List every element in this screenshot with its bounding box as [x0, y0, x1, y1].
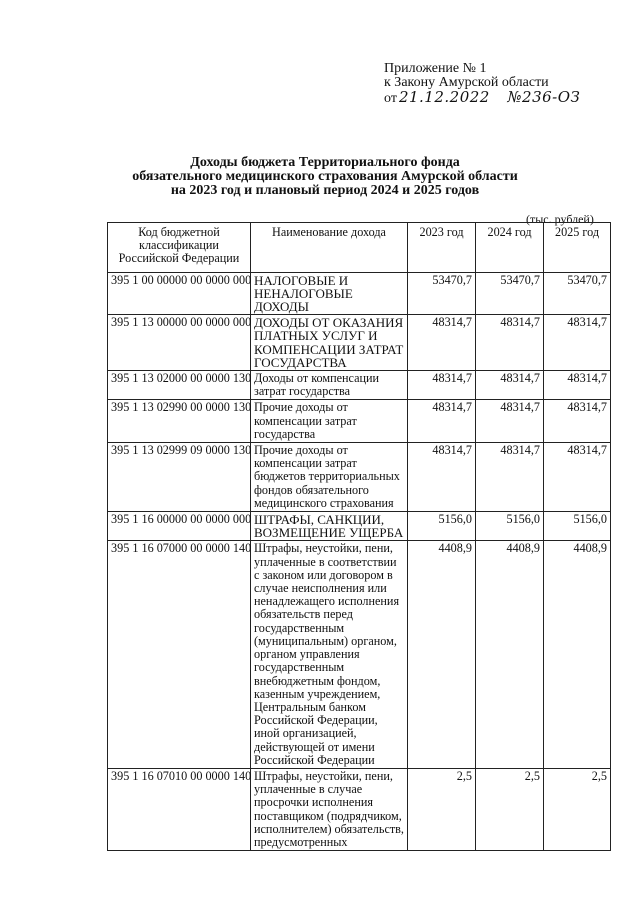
row-2024: 53470,7 — [476, 272, 544, 315]
appendix-title: Приложение № 1 — [384, 61, 487, 76]
table-row — [108, 512, 611, 541]
row-2024: 48314,7 — [476, 400, 544, 443]
appendix-date-prefix: от — [384, 91, 397, 106]
row-code: 395 1 13 02000 00 0000 130 — [108, 371, 251, 400]
appendix-law: к Закону Амурской области — [384, 75, 549, 90]
row-code: 395 1 13 02999 09 0000 130 — [108, 443, 251, 512]
row-2023: 48314,7 — [408, 315, 476, 371]
row-name: Штрафы, неустойки, пени, уплаченные в случае просрочки исполнения поставщиком (подрядчиком, исполнителем) обязательств, предусмотренных — [251, 768, 408, 850]
appendix-date: 21.12.2022 — [398, 88, 490, 106]
row-code: 395 1 13 00000 00 0000 000 — [108, 315, 251, 371]
title-line-3: на 2023 год и плановый период 2024 и 2025 годов — [170, 183, 480, 198]
header-code: Код бюджетной классификации Российской Федерации — [108, 223, 251, 273]
row-name: Прочие доходы от компенсации затрат государства — [251, 400, 408, 443]
table-row — [108, 443, 611, 512]
row-2024: 48314,7 — [476, 371, 544, 400]
row-2025: 2,5 — [544, 768, 611, 850]
row-2025: 5156,0 — [544, 512, 611, 541]
row-2024: 48314,7 — [476, 443, 544, 512]
row-2025: 48314,7 — [544, 371, 611, 400]
budget-table — [107, 222, 611, 851]
row-code: 395 1 16 07000 00 0000 140 — [108, 541, 251, 768]
table-row — [108, 400, 611, 443]
header-2025: 2025 год — [544, 223, 611, 273]
row-2025: 48314,7 — [544, 315, 611, 371]
row-2023: 2,5 — [408, 768, 476, 850]
row-code: 395 1 16 07010 00 0000 140 — [108, 768, 251, 850]
row-name: Доходы от компенсации затрат государства — [251, 371, 408, 400]
appendix-date-line — [384, 90, 580, 106]
units-label: (тыс. рублей) — [526, 212, 594, 226]
header-name: Наименование дохода — [251, 223, 408, 273]
table-row — [108, 315, 611, 371]
table-row — [108, 272, 611, 315]
row-2024: 5156,0 — [476, 512, 544, 541]
row-2024: 4408,9 — [476, 541, 544, 768]
title-line-1: Доходы бюджета Территориального фонда — [190, 155, 460, 170]
table-header-row — [108, 223, 611, 273]
row-2023: 48314,7 — [408, 400, 476, 443]
table-row — [108, 768, 611, 850]
row-2025: 4408,9 — [544, 541, 611, 768]
document-title — [90, 156, 560, 198]
header-2024: 2024 год — [476, 223, 544, 273]
row-name: Прочие доходы от компенсации затрат бюджетов территориальных фондов обязательного медицинского страхования — [251, 443, 408, 512]
row-name: ШТРАФЫ, САНКЦИИ, ВОЗМЕЩЕНИЕ УЩЕРБА — [251, 512, 408, 541]
row-name: НАЛОГОВЫЕ И НЕНАЛОГОВЫЕ ДОХОДЫ — [251, 272, 408, 315]
row-name: ДОХОДЫ ОТ ОКАЗАНИЯ ПЛАТНЫХ УСЛУГ И КОМПЕНСАЦИИ ЗАТРАТ ГОСУДАРСТВА — [251, 315, 408, 371]
row-2024: 2,5 — [476, 768, 544, 850]
row-2025: 48314,7 — [544, 400, 611, 443]
header-2023: 2023 год — [408, 223, 476, 273]
row-2023: 53470,7 — [408, 272, 476, 315]
row-2025: 48314,7 — [544, 443, 611, 512]
row-2023: 48314,7 — [408, 443, 476, 512]
row-2023: 4408,9 — [408, 541, 476, 768]
appendix-number: №236-ОЗ — [507, 88, 581, 106]
row-2024: 48314,7 — [476, 315, 544, 371]
row-code: 395 1 13 02990 00 0000 130 — [108, 400, 251, 443]
row-code: 395 1 16 00000 00 0000 000 — [108, 512, 251, 541]
appendix-header — [384, 62, 580, 106]
row-name: Штрафы, неустойки, пени, уплаченные в соответствии с законом или договором в случае неисполнения или ненадлежащего исполнения обязательств перед государственным (муниципальным) органом, органом управления государственным внебюджетным фондом, казенным учреждением, Центральным банком Российской Федерации, иной организацией, действующей от имени Российской Федерации — [251, 541, 408, 768]
table-row — [108, 371, 611, 400]
title-line-2: обязательного медицинского страхования Амурской области — [132, 169, 518, 184]
row-code: 395 1 00 00000 00 0000 000 — [108, 272, 251, 315]
row-2025: 53470,7 — [544, 272, 611, 315]
table-row — [108, 541, 611, 768]
row-2023: 48314,7 — [408, 371, 476, 400]
row-2023: 5156,0 — [408, 512, 476, 541]
